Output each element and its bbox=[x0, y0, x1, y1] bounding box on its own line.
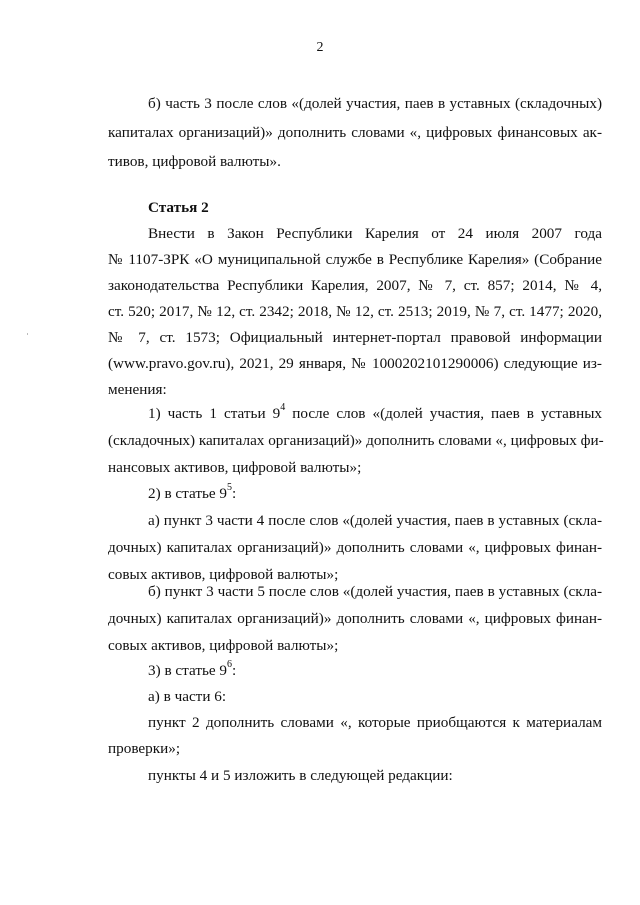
item2b-line-1: б) пункт 3 части 5 после слов «(долей участия, паев в уставных (скла- bbox=[148, 583, 602, 600]
item1-superscript: 4 bbox=[280, 402, 286, 413]
article-line-6: (www.pravo.gov.ru), 2021, 29 января, № 1000202101290006) следующие из- bbox=[108, 355, 602, 372]
item2b-line-2: дочных) капиталах организаций)» дополнить словами «, цифровых финан- bbox=[108, 610, 602, 627]
item3-text: 3) в статье 9 bbox=[148, 662, 228, 679]
page-number: 2 bbox=[316, 40, 324, 55]
item3a-line: а) в части 6: bbox=[148, 688, 227, 705]
article-line-5: № 7, ст. 1573; Официальный интернет-портал правовой информации bbox=[108, 329, 602, 346]
item2-line bbox=[148, 482, 237, 503]
article-line-1: Внести в Закон Республики Карелия от 24 июля 2007 года bbox=[148, 225, 602, 242]
item1-line-3: нансовых активов, цифровой валюты»; bbox=[108, 459, 362, 476]
item3a-p2-line-1: пункт 2 дополнить словами «, которые приобщаются к материалам bbox=[148, 714, 602, 731]
intro-line-3: тивов, цифровой валюты». bbox=[108, 153, 281, 170]
item3-colon: : bbox=[232, 662, 237, 679]
article-title: Статья 2 bbox=[148, 199, 209, 216]
item2-superscript: 5 bbox=[227, 482, 233, 493]
item2a-line-2: дочных) капиталах организаций)» дополнить словами «, цифровых финан- bbox=[108, 539, 602, 556]
item3a-p2-line-2: проверки»; bbox=[108, 740, 181, 757]
margin-mark bbox=[27, 333, 28, 335]
article-line-4: ст. 520; 2017, № 12, ст. 2342; 2018, № 12, ст. 2513; 2019, № 7, ст. 1477; 2020, bbox=[108, 303, 602, 320]
item1-line-1 bbox=[148, 402, 602, 423]
item2a-line-3: совых активов, цифровой валюты»; bbox=[108, 566, 339, 583]
intro-line-1: б) часть 3 после слов «(долей участия, паев в уставных (складочных) bbox=[148, 95, 602, 112]
article-line-3: законодательства Республики Карелия, 2007, № 7, ст. 857; 2014, № 4, bbox=[108, 277, 602, 294]
item1-text: 1) часть 1 статьи 9 bbox=[148, 405, 281, 422]
item1-text-rest: после слов «(долей участия, паев в уставных bbox=[285, 405, 602, 422]
item2-colon: : bbox=[232, 485, 237, 502]
item3-line bbox=[148, 659, 237, 680]
item3a-p45-line: пункты 4 и 5 изложить в следующей редакции: bbox=[148, 767, 453, 784]
intro-line-2: капиталах организаций)» дополнить словами «, цифровых финансовых ак- bbox=[108, 124, 602, 141]
item2-text: 2) в статье 9 bbox=[148, 485, 228, 502]
item2a-line-1: а) пункт 3 части 4 после слов «(долей участия, паев в уставных (скла- bbox=[148, 512, 602, 529]
item1-line-2: (складочных) капиталах организаций)» дополнить словами «, цифровых фи- bbox=[108, 432, 604, 449]
article-line-7: менения: bbox=[108, 381, 167, 398]
item3-superscript: 6 bbox=[227, 659, 233, 670]
article-line-2: № 1107-ЗРК «О муниципальной службе в Республике Карелия» (Собрание bbox=[108, 251, 602, 268]
item2b-line-3: совых активов, цифровой валюты»; bbox=[108, 637, 339, 654]
